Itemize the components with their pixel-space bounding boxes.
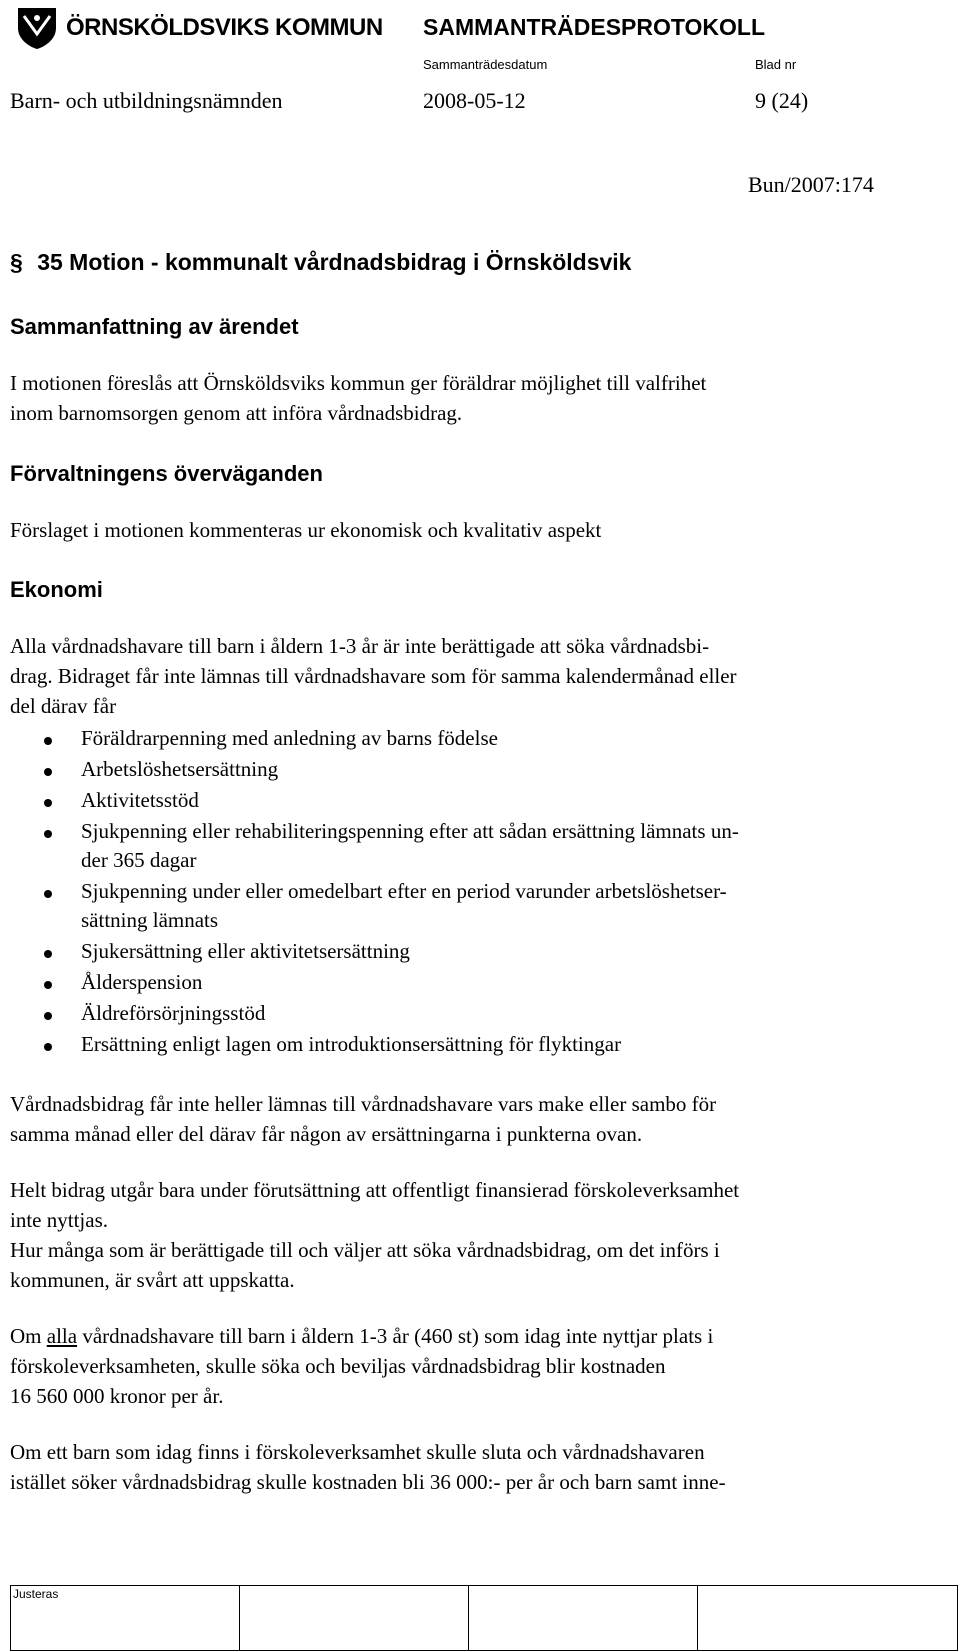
- list-item: Sjukpenning under eller omedelbart efter en period varunder arbetslöshetser-: [81, 879, 727, 903]
- list-item-continuation: sättning lämnats: [81, 908, 219, 932]
- summary-line: I motionen föreslås att Örnsköldsviks kommun ger föräldrar möjlighet till valfrihet: [10, 371, 707, 395]
- paragraph-line: istället söker vårdnadsbidrag skulle kostnaden bli 36 000:- per år och barn samt inne-: [10, 1470, 726, 1494]
- list-item: Ålderspension: [81, 970, 203, 994]
- signature-cell: [469, 1586, 698, 1651]
- paragraph-line: Helt bidrag utgår bara under förutsättning att offentligt finansierad förskoleverksamhet: [10, 1178, 740, 1202]
- bullet-icon: [44, 981, 52, 989]
- page-number: 9 (24): [755, 88, 809, 113]
- list-item: Arbetslöshetsersättning: [81, 757, 279, 781]
- board-name: Barn- och utbildningsnämnden: [10, 88, 283, 113]
- document-type: SAMMANTRÄDESPROTOKOLL: [423, 14, 766, 40]
- list-item: Sjukersättning eller aktivitetsersättning: [81, 939, 410, 963]
- paragraph-line: Vårdnadsbidrag får inte heller lämnas till vårdnadshavare vars make eller sambo för: [10, 1092, 717, 1116]
- paragraph-line: Hur många som är berättigade till och väljer att söka vårdnadsbidrag, om det införs i: [10, 1238, 720, 1262]
- list-item-continuation: der 365 dagar: [81, 848, 197, 872]
- economy-line: del därav får: [10, 694, 117, 718]
- paragraph-line: 16 560 000 kronor per år.: [10, 1384, 224, 1408]
- economy-line: drag. Bidraget får inte lämnas till vårdnadshavare som för samma kalendermånad eller: [10, 664, 737, 688]
- meeting-date: 2008-05-12: [423, 88, 526, 113]
- section-title-text: 35 Motion - kommunalt vårdnadsbidrag i Örnsköldsvik: [37, 249, 632, 275]
- bullet-icon: [44, 950, 52, 958]
- bullet-icon: [44, 737, 52, 745]
- summary-line: inom barnomsorgen genom att införa vårdnadsbidrag.: [10, 401, 463, 425]
- page-label: Blad nr: [755, 57, 797, 72]
- signature-cell: [240, 1586, 469, 1651]
- bullet-icon: [44, 799, 52, 807]
- paragraph-line: samma månad eller del därav får någon av ersättningarna i punkterna ovan.: [10, 1122, 643, 1146]
- considerations-text: Förslaget i motionen kommenteras ur ekonomisk och kvalitativ aspekt: [10, 518, 602, 542]
- list-item: Aktivitetsstöd: [81, 788, 199, 812]
- bullet-icon: [44, 768, 52, 776]
- paragraph-line: kommunen, är svårt att uppskatta.: [10, 1268, 295, 1292]
- justeras-label: Justeras: [13, 1587, 59, 1601]
- municipality-logo: [14, 4, 383, 52]
- economy-heading: Ekonomi: [10, 577, 103, 602]
- bullet-icon: [44, 830, 52, 838]
- list-item: Föräldrarpenning med anledning av barns födelse: [81, 726, 498, 750]
- signature-cell: [11, 1586, 240, 1651]
- signature-table: [10, 1585, 958, 1651]
- list-item: Ersättning enligt lagen om introduktionsersättning för flyktingar: [81, 1032, 622, 1056]
- paragraph-sign: §: [10, 249, 23, 275]
- case-number: Bun/2007:174: [748, 172, 874, 197]
- considerations-heading: Förvaltningens överväganden: [10, 461, 323, 486]
- list-item: Sjukpenning eller rehabiliteringspenning efter att sådan ersättning lämnats un-: [81, 819, 739, 843]
- date-label: Sammanträdesdatum: [423, 57, 548, 72]
- emphasis-underlined: alla: [46, 1324, 78, 1348]
- signature-cell: [698, 1586, 958, 1651]
- coat-of-arms-icon: [14, 4, 60, 50]
- paragraph-line: [10, 1324, 713, 1349]
- list-item: Äldreförsörjningsstöd: [81, 1001, 266, 1025]
- logo-text: ÖRNSKÖLDSVIKS KOMMUN: [66, 14, 383, 41]
- summary-heading: Sammanfattning av ärendet: [10, 314, 299, 339]
- bullet-icon: [44, 1043, 52, 1051]
- paragraph-line: inte nyttjas.: [10, 1208, 108, 1232]
- text-run: vårdnadshavare till barn i åldern 1-3 år (460 st) som idag inte nyttjar plats i: [77, 1324, 714, 1348]
- bullet-icon: [44, 890, 52, 898]
- bullet-icon: [44, 1012, 52, 1020]
- paragraph-line: förskoleverksamheten, skulle söka och beviljas vårdnadsbidrag blir kostnaden: [10, 1354, 666, 1378]
- economy-line: Alla vårdnadshavare till barn i åldern 1-3 år är inte berättigade att söka vårdnadsbi-: [10, 634, 710, 658]
- section-title: [10, 249, 631, 276]
- paragraph-line: Om ett barn som idag finns i förskoleverksamhet skulle sluta och vårdnadshavaren: [10, 1440, 705, 1464]
- text-run: Om: [10, 1324, 47, 1348]
